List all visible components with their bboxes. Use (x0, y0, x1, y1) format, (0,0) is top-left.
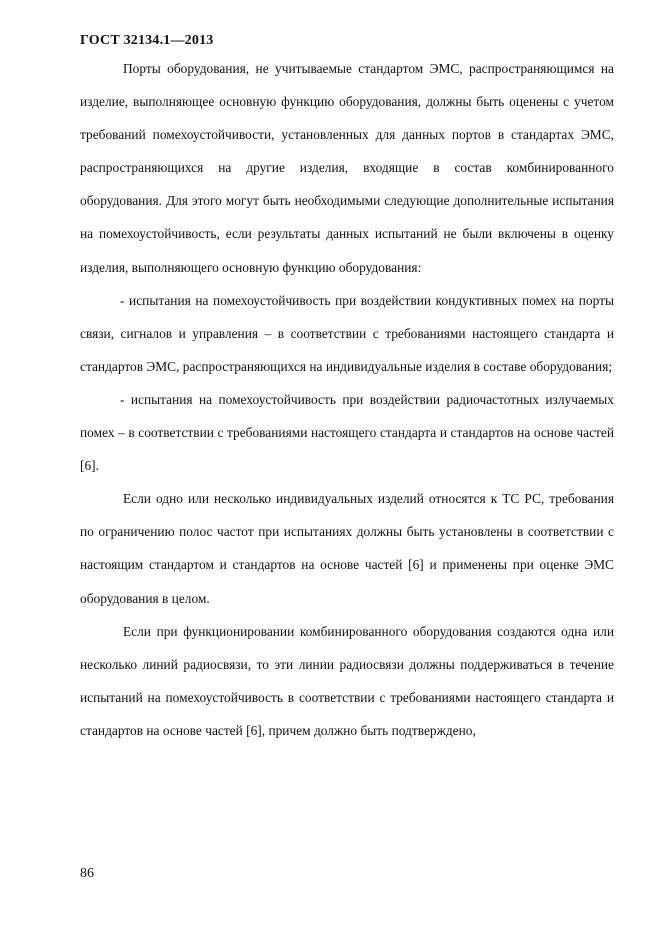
paragraph-frequency-band-limits: Если одно или несколько индивидуальных изделий относятся к ТС РС, требования по ограничению полос частот при испытаниях должны быть установлены в соответствии с настоящим стандартом и стандартов на основе частей [6] и применены при оценке ЭМС оборудования в целом. (80, 491, 614, 606)
paragraph-radio-links: Если при функционировании комбинированного оборудования создаются одна или несколько линий радиосвязи, то эти линии радиосвязи должны поддерживаться в течение испытаний на помехоустойчивость в соответствии с требованиями настоящего стандарта и стандартов на основе частей [6], причем должно быть подтверждено, (80, 623, 614, 738)
standard-code-header: ГОСТ 32134.1—2013 (80, 33, 214, 48)
list-item-radiated-immunity: - испытания на помехоустойчивость при воздействии радиочастотных излучаемых помех – в соответствии с требованиями настоящего стандарта и стандартов на основе частей [6]. (80, 391, 614, 474)
document-body (80, 52, 614, 747)
paragraph-unaccounted-ports: Порты оборудования, не учитываемые стандартом ЭМС, распространяющимся на изделие, выполняющее основную функцию оборудования, должны быть оценены с учетом требований помехоустойчивости, установленных для данных портов в стандартах ЭМС, распространяющихся на другие изделия, входящие в состав комбинированного оборудования. Для этого могут быть необходимыми следующие дополнительные испытания на помехоустойчивость, если результаты данных испытаний не были включены в оценку изделия, выполняющего основную функцию оборудования: (80, 61, 614, 275)
list-item-conducted-immunity: - испытания на помехоустойчивость при воздействии кондуктивных помех на порты связи, сигналов и управления – в соответствии с требованиями настоящего стандарта и стандартов ЭМС, распространяющихся на индивидуальные изделия в составе оборудования; (80, 292, 614, 374)
page-number: 86 (80, 866, 94, 881)
